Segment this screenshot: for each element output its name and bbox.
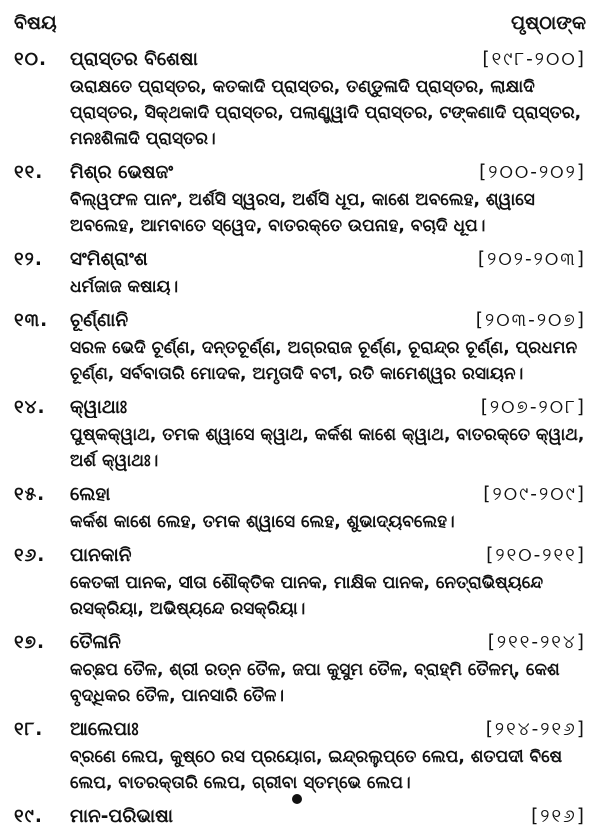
contents-entry	[14, 157, 586, 239]
entry-description: କଚ୍ଛପ ତୈଳ, ଶ୍ରୀ ରତ୍ନ ତୈଳ, ଜପା କୁସୁମ ତୈଳ, ବ୍ରାହ୍ମି ତୈଳମ୍, କେଶ ବୃଦ୍ଧିକର ତୈଳ, ପାନସାରି ତୈଳ।	[70, 660, 560, 706]
entry-description: ସରଳ ଭେଦି ଚୂର୍ଣ୍ଣ, ଦନ୍ତଚୂର୍ଣ୍ଣ, ଅଗ୍ରରାଜ ଚୂର୍ଣ୍ଣ, ଚୂରାନ୍ଦ୍ର ଚୂର୍ଣ୍ଣ, ପ୍ରଧମନ ଚୂର୍ଣ୍ଣ, ସର୍ବବାତାରି ମୋଦକ, ଅମୃତାଦି ବଟୀ, ରତି କାମେଶ୍ୱର ରସାୟନ।	[70, 338, 578, 384]
entry-number: ୧୯.	[14, 805, 43, 827]
entry-title: ସଂମିଶ୍ରାଂଶ	[70, 248, 148, 270]
contents-entry	[14, 801, 586, 831]
contents-list	[14, 44, 586, 836]
entry-number: ୧୫.	[14, 483, 46, 505]
entry-pages: [୨୧୦-୨୧୧]	[486, 544, 586, 566]
contents-entry	[14, 392, 586, 474]
entry-pages: [୨୦୦-୨୦୨]	[479, 161, 586, 183]
entry-number: ୧୧.	[14, 161, 44, 183]
entry-title: ଆଲେପାଃ	[70, 718, 139, 740]
entry-number: ୧୨.	[14, 248, 43, 270]
entry-pages: [୨୦୯-୨୦୯]	[483, 483, 586, 505]
contents-entry	[14, 479, 586, 535]
entry-description: କେତକୀ ପାନକ, ସୀତା ଶୌକ୍ତିକ ପାନକ, ମାକ୍ଷିକ ପାନକ, ନେତ୍ରାଭିଷ୍ୟନ୍ଦେ ରସକ୍ରିୟା, ଅଭିଷ୍ୟନ୍ଦେ ରସକ୍ରିୟା।	[70, 573, 544, 619]
entry-description: ବ୍ରଣେ ଲେପ, କୁଷ୍ଠେ ରସ ପ୍ରୟୋଗ, ଇନ୍ଦ୍ରଲୁପ୍ତେ ଲେପ, ଶତପଦୀ ବିଷେ ଲେପ, ବାତରକ୍ତାରି ଲେପ, ଗ୍ରୀବା ସ୍ତମ୍ଭେ ଲେପ।	[70, 747, 563, 793]
entry-title: ମିଶ୍ର ଭେଷଜଂ	[70, 161, 174, 183]
entry-title: ତୈଳାନି	[70, 631, 121, 653]
contents-entry	[14, 714, 586, 796]
entry-pages: [୨୧୬]	[531, 805, 586, 827]
entry-pages: [୨୧୧-୨୧୪]	[487, 631, 586, 653]
entry-description: ପୁଷ୍କକ୍ୱାଥ, ତମକ ଶ୍ୱାସେ କ୍ୱାଥ, କର୍କଶ କାଶେ କ୍ୱାଥ, ବାତରକ୍ତେ କ୍ୱାଥ, ଅର୍ଶ କ୍ୱାଥଃ।	[70, 425, 585, 471]
entry-title: କ୍ୱାଥାଃ	[70, 396, 128, 418]
contents-entry	[14, 44, 586, 152]
entry-description: ବିଲ୍ୱଫଳ ପାନଂ, ଅର୍ଶସି ସ୍ୱରସ, ଅର୍ଶସି ଧୂପ, କାଶେ ଅବଲେହ, ଶ୍ୱାସେ ଅବଲେହ, ଆମବାତେ ସ୍ୱେଦ, ବାତରକ୍ତେ ଉପନାହ, ବଚାଦି ଧୂପ।	[70, 190, 535, 236]
entry-pages: [୨୦୨-୨୦୩]	[477, 248, 586, 270]
entry-number: ୧୬.	[14, 544, 46, 566]
entry-number: ୧୦.	[14, 48, 48, 70]
entry-title: ପାନକାନି	[70, 544, 132, 566]
contents-entry	[14, 305, 586, 387]
page-header	[14, 8, 586, 38]
contents-entry	[14, 540, 586, 622]
contents-entry	[14, 627, 586, 709]
entry-title: ମାନ-ପରିଭାଷା	[70, 805, 173, 827]
entry-number: ୧୭.	[14, 631, 45, 653]
contents-entry	[14, 244, 586, 300]
entry-pages: [୨୦୩-୨୦୭]	[475, 309, 586, 331]
entry-description: ଉରାକ୍ଷତେ ପ୍ରାସ୍ତର, କତକାଦି ପ୍ରାସ୍ତର, ତଣ୍ଡୁଳାଦି ପ୍ରାସ୍ତର, ଲାକ୍ଷାଦି ପ୍ରାସ୍ତର, ସିକ୍ଥକାଦି ପ୍ରାସ୍ତର, ପଲାଣ୍ଡ୍ୱାଦି ପ୍ରାସ୍ତର, ଟଙ୍କଣାଦି ପ୍ରାସ୍ତର, ମନଃଶିଳାଦି ପ୍ରାସ୍ତର।	[70, 77, 582, 149]
header-subject: ବିଷୟ	[14, 12, 57, 34]
entry-pages: [୧୯୮-୨୦୦]	[482, 48, 586, 70]
header-page-number: ପୃଷ୍ଠାଙ୍କ	[510, 12, 586, 34]
entry-pages: [୨୦୭-୨୦୮]	[480, 396, 586, 418]
entry-number: ୧୩.	[14, 309, 49, 331]
entry-number: ୧୮.	[14, 718, 44, 740]
entry-pages: [୨୧୪-୨୧୬]	[485, 718, 586, 740]
entry-title: ପ୍ରାସ୍ତର ବିଶେଷା	[70, 48, 198, 70]
page-bullet-dot	[292, 794, 302, 804]
entry-description: କର୍କଶ କାଶେ ଲେହ, ତମକ ଶ୍ୱାସେ ଲେହ, ଶୁଭାଦ୍ୟବଲେହ।	[70, 512, 455, 532]
entry-description: ଧର୍ମଜାଜ କଷାୟ।	[70, 277, 179, 297]
entry-number: ୧୪.	[14, 396, 46, 418]
entry-title: ଲେହା	[70, 483, 111, 505]
entry-title: ଚୂର୍ଣ୍ଣାନି	[70, 309, 129, 331]
